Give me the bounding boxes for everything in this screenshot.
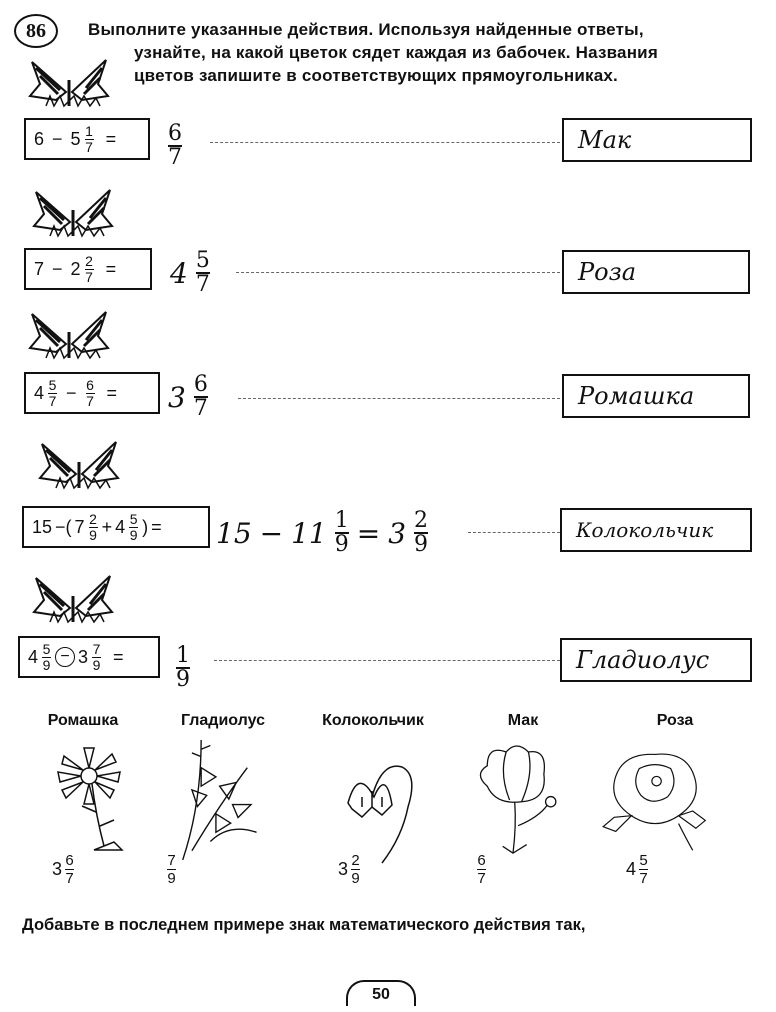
dashed-line: [238, 398, 560, 399]
handwritten-answer: $\frac{1}{9}$: [176, 643, 190, 692]
butterfly-icon: [30, 572, 116, 634]
butterfly-icon: [26, 56, 112, 118]
page-number: 50: [346, 980, 416, 1006]
flower-value: 3 $\frac{2}{9}$: [338, 852, 360, 887]
answer-box[interactable]: Роза: [562, 250, 750, 294]
handwritten-answer: 15 − 11 1 9 = 3 2 9: [216, 508, 429, 557]
handwritten-answer: 3 6 7: [168, 372, 208, 421]
flower-value: 3 $\frac{6}{7}$: [52, 852, 74, 887]
fraction: $\frac{2}{7}$: [85, 252, 93, 285]
expression-box: 4 $\frac{5}{9}$ − 3 $\frac{7}{9}$ =: [18, 636, 160, 678]
flower-name: Мак: [507, 712, 539, 729]
fraction: $\frac{2}{9}$: [89, 510, 97, 543]
flower-value: $\frac{6}{7}$: [477, 852, 486, 887]
fraction: $\frac{5}{9}$: [42, 640, 51, 673]
flower-value: 4 $\frac{5}{7}$: [626, 852, 648, 887]
butterfly-icon: [30, 186, 116, 248]
gladiolus-icon: [160, 740, 270, 860]
poppy-icon: [458, 740, 568, 860]
flower-name: Колокольчик: [322, 712, 424, 729]
flower-name: Гладиолус: [180, 712, 266, 729]
expression-box: 6 − 5 $\frac{1}{7}$ =: [24, 118, 150, 160]
footer-instruction: Добавьте в последнем примере знак математического действия так,: [22, 916, 586, 934]
fraction: $\frac{1}{7}$: [85, 122, 93, 155]
butterfly-icon: [36, 438, 122, 500]
instruction-line: Выполните указанные действия. Используя найденные ответы,: [88, 20, 644, 39]
dashed-line: [210, 142, 560, 143]
handwritten-answer: 4 5 7: [170, 248, 210, 297]
rose-icon: [600, 740, 710, 860]
dashed-line: [214, 660, 560, 661]
answer-box[interactable]: Гладиолус: [560, 638, 752, 682]
flower-value: $\frac{7}{9}$: [167, 852, 176, 887]
task-instruction: [62, 18, 762, 87]
expression-box: 7 − 2 $\frac{2}{7}$ =: [24, 248, 152, 290]
task-number-badge: 86: [14, 14, 58, 48]
expression-box: 4 $\frac{5}{7}$ − $\frac{6}{7}$ =: [24, 372, 160, 414]
fraction: $\frac{7}{9}$: [92, 640, 101, 673]
handwritten-answer: $\frac{6}{7}$: [168, 121, 182, 170]
flower-name: Роза: [656, 712, 694, 729]
answer-box[interactable]: Ромашка: [562, 374, 750, 418]
answer-box[interactable]: Мак: [562, 118, 752, 162]
butterfly-icon: [26, 308, 112, 370]
operator-circle: −: [55, 647, 75, 667]
expression-box: 15 −( 7 $\frac{2}{9}$ + 4 $\frac{5}{9}$ ) =: [22, 506, 210, 548]
daisy-icon: [34, 746, 144, 866]
instruction-line: цветов запишите в соответствующих прямоугольниках.: [134, 66, 618, 85]
flower-name: Ромашка: [47, 712, 119, 729]
answer-box[interactable]: Колокольчик: [560, 508, 752, 552]
fraction: $\frac{5}{9}$: [129, 510, 138, 543]
instruction-line: узнайте, на какой цветок сядет каждая из бабочек. Названия: [134, 43, 658, 62]
dashed-line: [468, 532, 560, 533]
fraction: $\frac{6}{7}$: [86, 376, 94, 409]
fraction: $\frac{5}{7}$: [48, 376, 57, 409]
dashed-line: [236, 272, 560, 273]
